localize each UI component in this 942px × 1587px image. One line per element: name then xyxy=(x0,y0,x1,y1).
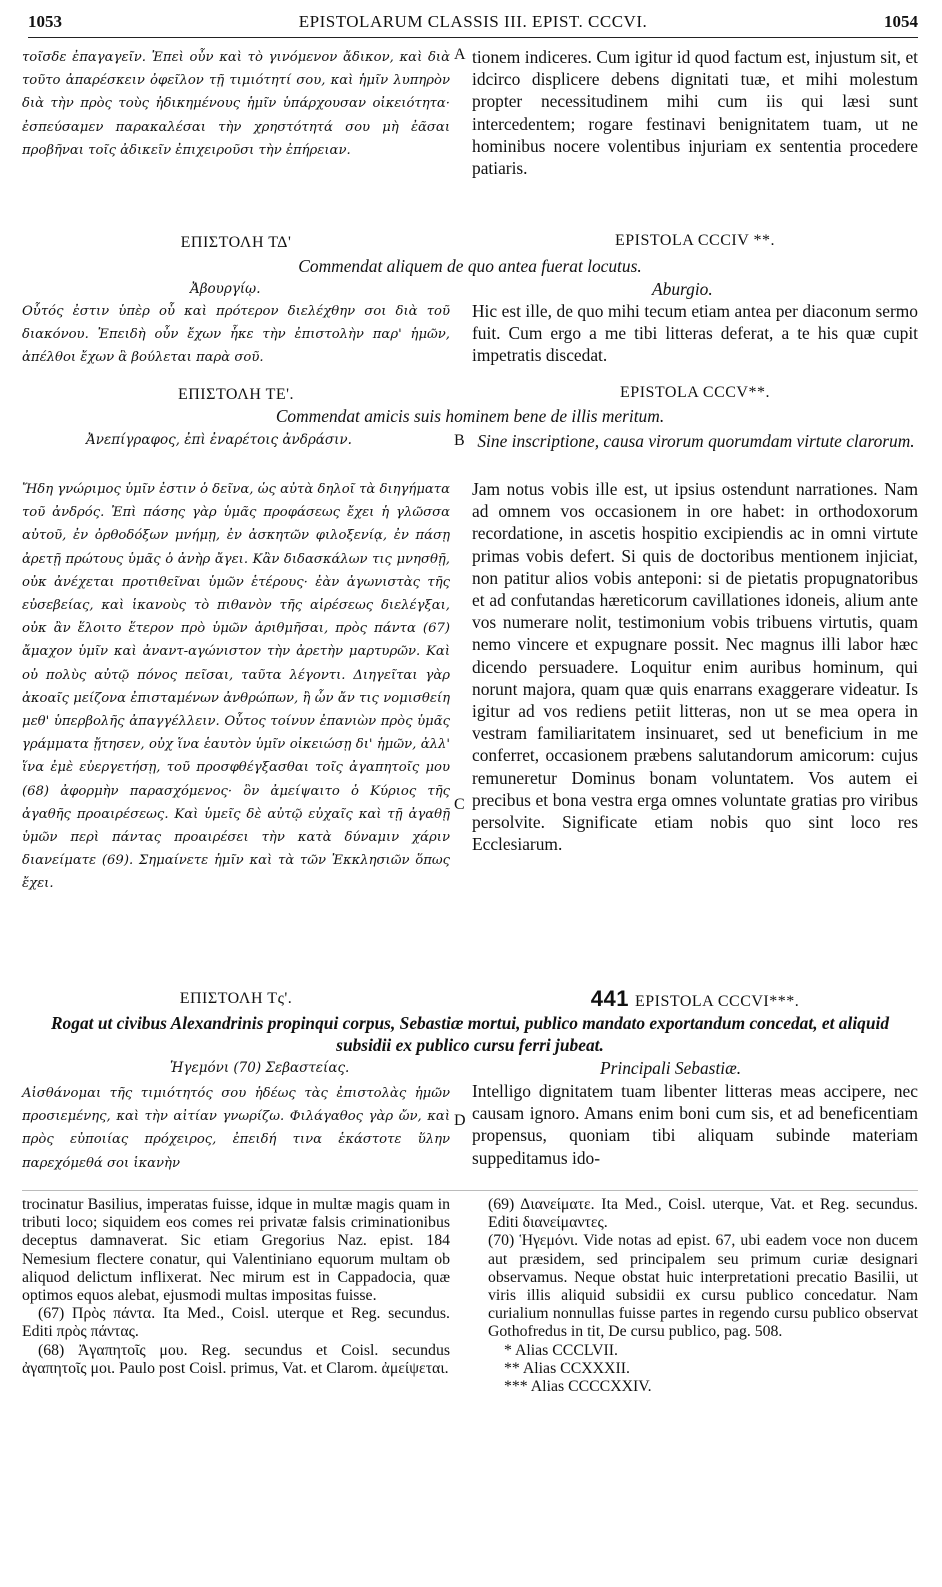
latin-text-304: Hic est ille, de quo mihi tecum etiam antea per diaconum sermo fuit. Cum ergo a me tibi litteras deferat, a te his quæ cupit impetratis discedat. xyxy=(472,301,918,366)
notes-left xyxy=(22,1196,450,1378)
page-number-left: 1053 xyxy=(28,12,62,31)
notes-right xyxy=(488,1196,918,1396)
greek-continuation: τοῖσδε ἐπαγαγεῖν. Ἐπεὶ οὖν καὶ τὸ γινόμενον ἄδικον, καὶ διὰ τοῦτο ἀπαρέσκειν ὀφεῖλον τῇ τιμιότητί σου, καὶ ἡμῖν λυπηρὸν διὰ τὴν πρὸς τοὺς ἠδικημένους ἡμῖν ὑπάρχουσαν οἰκειότητα· ἐσπεύσαμεν παρακαλέσαι τὴν χρηστότητά σου μὴ ἐᾶσαι προβῆναι τοῖς ἀδικεῖν ἐπιχειροῦσι τὴν ἐπήρειαν. xyxy=(22,50,450,158)
header-rule xyxy=(28,37,918,38)
notes-divider xyxy=(22,1190,918,1191)
greek-title-305: ΕΠΙΣΤΟΛΗ ΤΕ'. xyxy=(177,386,295,403)
margin-letter-c: C xyxy=(454,796,465,813)
note-68: (68) Ἀγαπητοῖς μου. Reg. secundus et Coisl. secundus ἀγαπητοῖς μοι. Paulo post Coisl. primus, Vat. et Clarom. ἀμείψεται. xyxy=(22,1341,450,1377)
margin-letter-a: A xyxy=(454,46,466,63)
argument-304: Commendat aliquem de quo antea fuerat locutus. xyxy=(298,256,642,276)
margin-letter-b: B xyxy=(454,432,465,449)
margin-letter-d: D xyxy=(454,1112,466,1129)
greek-address-304: Ἀβουργίῳ. xyxy=(190,281,261,297)
column-number: 441 xyxy=(590,986,629,1011)
note-70: (70) Ἡγεμόνι. Vide notas ad epist. 67, ubi eadem voce non ducem aut præsidem, sed principalem seu primum curiæ designari observamus. Neque obstat huic interpretationi precatio Basilii, ut viris illis aliquid subsidii ex cursu publico concedatur. Nam curialium nonnullas fuisse partes in regendo cursu publico observat Gothofredus in tit, De cursu publico, pag. 508. xyxy=(488,1232,918,1341)
latin-address-304: Aburgio. xyxy=(652,279,713,299)
greek-text-305: Ἤδη γνώριμος ὑμῖν ἐστιν ὁ δεῖνα, ὡς αὐτὰ δηλοῖ τὰ διηγήματα τοῦ ἀνδρός. Ἐπὶ πάσης γὰρ ὑμᾶς προφάσεως ἔχει ἡ γλῶσσα αὐτοῦ, ἐν ὀρθοδόξων μνήμῃ, ἐν ἀσκητῶν φιλοξενίᾳ, ἐν πάσῃ ἀρετῇ πρώτους ὑμᾶς ὁ ἀνὴρ ἄγει. Κἂν διδασκάλων τις μνησθῇ, οὐκ ἀνέχεται προτιθεῖναι ὑμῶν ἑτέρους· ἐὰν ἀγωνιστὰς τῆς εὐσεβείας, καὶ ἱκανοὺς τὸ πιθανὸν τῆς αἱρέσεως διελέγξαι, οὐκ ἂν ἕλοιτο ἕτερον πρὸ ὑμῶν ἀριθμῆσαι, πρὸς πάντα (67) ἄμαχον ὑμῖν καὶ ἀναντ-αγώνιστον τὴν ἀρετὴν μαρτυρῶν. Καὶ οὐ πολὺς αὐτῷ πόνος πεῖσαι, ταῦτα λέγοντι. Διηγεῖται γὰρ ἀκοαῖς μείζονα ἐπισταμένων ἀνθρώπων, ἢ ὧν ἄν τις νομισθείη μεθ' ὑπερβολῆς ἀπαγγέλλειν. Οὗτος τοίνυν ἐπανιὼν πρὸς ὑμᾶς γράμματα ᾔτησεν, οὐχ ἵνα ἑαυτὸν ὑμῖν οἰκειώσῃ δι' ἡμῶν, ἀλλ' ἵνα ἐμὲ εὐεργετήσῃ, τοῦ προσφθέγξασθαι τοῖς ἀγαπητοῖς μου (68) ἀφορμὴν παρασχόμενος· ὃν ἀμείψαιτο ὁ Κύριος τῆς ἀγαθῆς προαιρέσεως. Καὶ ὑμεῖς δὲ αὐτῷ εὐχαῖς καὶ τῇ ἀγαθῇ ὑμῶν περὶ πάντας προαιρέσει τὴν κατὰ δύναμιν χάριν διανείματε (69). Σημαίνετε ἡμῖν καὶ τὰ τῶν Ἐκκλησιῶν ὅπως ἔχει. xyxy=(22,482,450,892)
alias-304: * Alias CCCLVII. xyxy=(504,1341,618,1359)
greek-address-306: Ἡγεμόνι (70) Σεβαστείας. xyxy=(170,1060,350,1076)
running-header xyxy=(28,10,918,38)
note-text: trocinatur Basilius, imperatas fuisse, idque in multæ magis quam in tributi loco; siquidem eos comes rei privatæ falsis criminationibus deceptus damnaverat. Sic etiam Gregorius Naz. epist. 184 Nemesium flectere conatur, qui Valentiniano equorum multam ob aliquod delictum inflixerat. Nec mirum est in Cappadocia, quæ optimos equos alebat, ejusmodi multas impositas fuisse. xyxy=(22,1196,450,1305)
latin-continuation: tionem indiceres. Cum igitur id quod factum est, injustum sit, et idcirco displicere debens dignitati tuæ, et mihi molestum propter necessitudinem mihi cum iis qui læsi sunt intercedentem; rogare festinavi benignitatem tuam, ut ne hominibus nocere volentibus injuriam ex sententia procedere patiaris. xyxy=(472,47,918,179)
latin-title-306: EPISTOLA CCCVI***. xyxy=(634,993,800,1010)
latin-title-305: EPISTOLA CCCV**. xyxy=(620,384,770,401)
greek-text-306: Αἰσθάνομαι τῆς τιμιότητός σου ἡδέως τὰς ἐπιστολὰς ἡμῶν προσιεμένης, καὶ τὴν αἰτίαν γνωρίζω. Φιλάγαθος γὰρ ὤν, καὶ πρὸς εὐποιίας πρόχειρος, ἐπειδή τινα ἑκάστοτε ὕλην παρεχόμεθά σοι ἱκανὴν xyxy=(22,1086,450,1171)
page-number-right: 1054 xyxy=(884,12,918,31)
note-69: (69) Διανείματε. Ita Med., Coisl. uterque, Vat. et Reg. secundus. Editi διανείμαντες. xyxy=(488,1196,918,1232)
latin-text-305: Jam notus vobis ille est, ut ipsius ostendunt narrationes. Nam ad omnem vos occasionem in ore habet: in orthodoxorum recordatione, in ascetis hospitio excipiendis ac in omni virtute primas vobis defert. Si quis de doctoribus mentionem injiciat, non patitur alios vobis anteponi: si de pietatis propugnatoribus et ad confutandas hæreticorum cavillationes idoneis, alium ante vos numerare nolit, testimonium vobis tribuens virtutis, quam nemo vincere et expugnare possit. Nec magnus illi labor hæc dicendo persuadere. Loquitur enim auribus hominum, qui norunt majora, quam quæ quis enarrans exaggerare videatur. Is igitur ad vos rediens petiit litteras, non ut se mea opera in vestram familiaritatem insinuaret, sed ut beneficium in me conferret, occasionem præbens salutandorum amicorum: cujus remuneretur Dominus bonam voluntatem. Vos autem ei precibus et bona vestra erga omnes voluntate gratias pro viribus persolvite. Significate etiam nobis quo sint loco res Ecclesiarum. xyxy=(472,479,918,855)
greek-title-306: ΕΠΙΣΤΟΛΗ Τς'. xyxy=(179,990,293,1007)
note-67: (67) Πρὸς πάντα. Ita Med., Coisl. uterque et Reg. secundus. Editi πρὸς πάντας. xyxy=(22,1305,450,1341)
latin-address-305: Sine inscriptione, causa virorum quorumdam virtute clarorum. xyxy=(477,431,915,451)
argument-306: Rogat ut civibus Alexandrinis propinqui corpus, Sebastiæ mortui, publico mandato exportandum concedat, et aliquid subsidii ex publico cursu ferri jubeat. xyxy=(50,1013,890,1055)
greek-title-304: ΕΠΙΣΤΟΛΗ ΤΔ' xyxy=(180,234,292,251)
latin-title-306-line xyxy=(472,986,918,1012)
latin-title-304: EPISTOLA CCCIV **. xyxy=(615,232,775,249)
alias-305: ** Alias CCXXXII. xyxy=(504,1359,630,1377)
running-title: EPISTOLARUM CLASSIS III. EPIST. CCCVI. xyxy=(298,12,648,31)
alias-306: *** Alias CCCCXXIV. xyxy=(504,1378,652,1396)
greek-text-304: Οὗτός ἐστιν ὑπὲρ οὗ καὶ πρότερον διελέχθην σοι διὰ τοῦ διακόνου. Ἐπειδὴ οὖν ἔχων ἧκε τὴν ἐπιστολὴν παρ' ἡμῶν, ἀπέλθοι ἔχων ἃ βούλεται παρὰ σοῦ. xyxy=(22,304,450,366)
latin-address-306: Principali Sebastiæ. xyxy=(600,1058,742,1078)
greek-address-305: Ἀνεπίγραφος, ἐπὶ ἐναρέτοις ἀνδράσιν. xyxy=(86,432,352,448)
argument-305: Commendat amicis suis hominem bene de illis meritum. xyxy=(275,406,665,426)
latin-text-306: Intelligo dignitatem tuam libenter litteras meas accipere, nec causam ignoro. Amans enim boni cum sis, et ad beneficentiam propensus, quoniam tibi aliquam subinde materiam suppeditamus ido- xyxy=(472,1081,918,1168)
